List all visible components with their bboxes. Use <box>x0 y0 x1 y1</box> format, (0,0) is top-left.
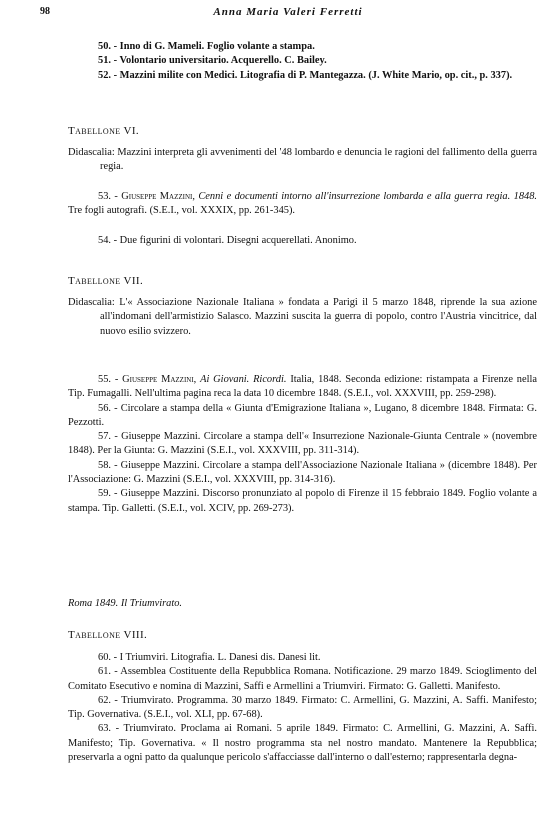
heading-tabellone-vii: Tabellone VII. <box>68 275 144 287</box>
entry-61: 61. - Assemblea Costituente della Repubblica Romana. Notificazione. 29 marzo 1849. Scioglimento del Comitato Esecutivo e nomina di Mazzini, Saffi e Armellini a Triumviri. Firmato: G. Galletti. Manifesto. <box>68 666 537 692</box>
heading-tabellone-viii: Tabellone VIII. <box>68 629 148 641</box>
entries-tabellone-viii <box>68 651 537 765</box>
entry-52: 52. - Mazzini milite con Medici. Litografia di P. Mantegazza. (J. White Mario, op. cit., p. 337). <box>98 69 513 81</box>
entries-top <box>68 40 537 83</box>
entry-59: 59. - Giuseppe Mazzini. Discorso pronunziato al popolo di Firenze il 15 febbraio 1849. Foglio volante a stampa. Tip. Galletti. (S.E.I., vol. XCIV, pp. 269-273). <box>68 488 537 514</box>
running-header <box>40 5 536 19</box>
entry-55: 55. - Giuseppe Mazzini, Ai Giovani. Ricordi. Italia, 1848. Seconda edizione: ristampata a Firenze nella Tip. Fumagalli. Nell'ultima pagina reca la data 10 dicembre 1848. (S.E.I., vol. XXXVIII, pp. 259-298). <box>68 374 537 400</box>
entry-58: 58. - Giuseppe Mazzini. Circolare a stampa dell'Associazione Nazionale Italiana » (dicembre 1848). Per l'Associazione: G. Mazzini (S.E.I., vol. XXXVIII, pp. 314-316). <box>68 459 537 486</box>
entry-56: 56. - Circolare a stampa della « Giunta d'Emigrazione Italiana », Lugano, 8 dicembre 1848. Firmata: G. Pezzotti. <box>68 402 537 428</box>
caption-tabellone-vi: Didascalia: Mazzini interpreta gli avvenimenti del '48 lombardo e denuncia le ragioni del fallimento della guerra regia. <box>68 147 537 173</box>
entry-62: 62. - Triumvirato. Programma. 30 marzo 1849. Firmato: C. Armellini, G. Mazzini, A. Saffi. Manifesto; Tip. Governativa. (S.E.I., vol. XLI, pp. 67-68). <box>68 694 537 721</box>
caption-tabellone-vii: Didascalia: L'« Associazione Nazionale Italiana » fondata a Parigi il 5 marzo 1848, riprende la sua azione all'indomani dell'armistizio Salasco. Mazzini suscita la guerra di popolo, contro l'Austria vincitrice, dal nuovo esilio svizzero. <box>68 297 537 337</box>
entries-tabellone-vii <box>68 373 537 516</box>
entry-60: 60. - I Triumviri. Litografia. L. Danesi dis. Danesi lit. <box>98 652 321 663</box>
entry-54: 54. - Due figurini di volontari. Disegni acquerellati. Anonimo. <box>98 235 357 246</box>
page-number: 98 <box>40 6 50 17</box>
entry-57: 57. - Giuseppe Mazzini. Circolare a stampa dell'« Insurrezione Nazionale-Giunta Centrale » (novembre 1848). Per la Giunta: G. Mazzini (S.E.I., vol. XXXVIII, pp. 311-314). <box>68 431 537 457</box>
entry-63: 63. - Triumvirato. Proclama ai Romani. 5 aprile 1849. Firmato: C. Armellini, G. Mazzini, A. Saffi. Manifesto; Tip. Governativa. « Il nostro programma sta nel nostro mandato. Mantenere la Repubblica; preservarla a ogni patto da qualunque pericolo s'affacciasse dall'interno o dall'esterno; rappresentarla degna- <box>68 723 537 764</box>
entry-51: 51. - Volontario universitario. Acquerello. C. Bailey. <box>98 55 327 67</box>
section-title: Roma 1849. Il Triumvirato. <box>68 598 183 609</box>
running-title: Anna Maria Valeri Ferretti <box>213 6 363 18</box>
entry-53: 53. - Giuseppe Mazzini, Cenni e documenti intorno all'insurrezione lombarda e alla guerra regia. 1848. Tre fogli autografi. (S.E.I., vol. XXXIX, pp. 261-345). <box>68 191 537 217</box>
heading-tabellone-vi: Tabellone VI. <box>68 125 140 137</box>
entry-50: 50. - Inno di G. Mameli. Foglio volante a stampa. <box>98 41 315 52</box>
